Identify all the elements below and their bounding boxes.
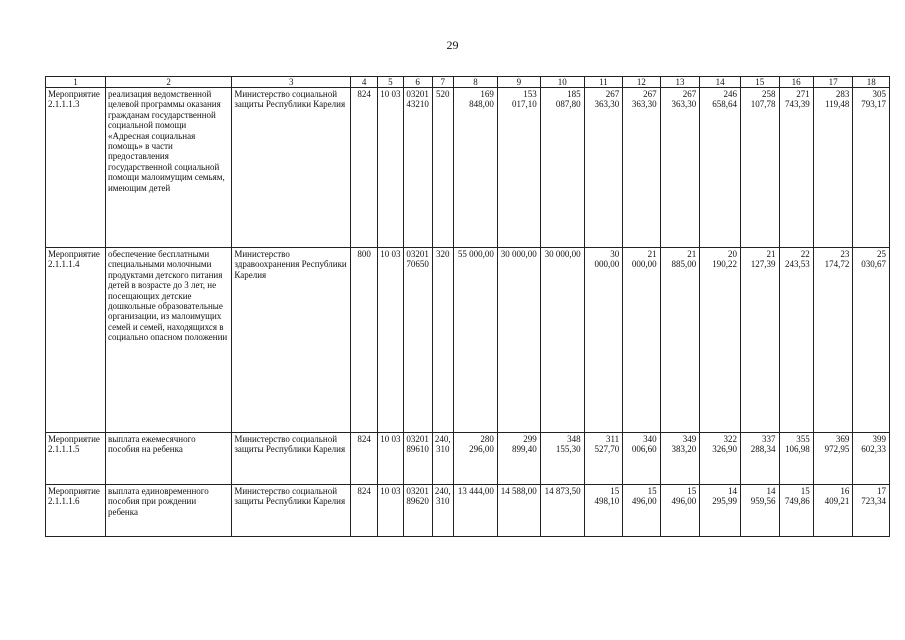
value-cell-year-5: 267 363,30 [623,88,660,248]
column-header-18: 18 [853,77,890,88]
value-cell-year-8: 21 127,39 [740,248,779,433]
csr-cell: 03201 43210 [403,88,432,248]
table-header [46,77,890,88]
ministry-cell: Министерство здравоохранения Республики Карелия [232,248,351,433]
column-header-11: 11 [584,77,623,88]
table-row [46,433,890,485]
value-cell-year-11: 305 793,17 [853,88,890,248]
value-cell-year-6: 349 383,20 [660,433,700,485]
value-cell-year-8: 14 959,56 [740,485,779,537]
value-cell-year-6: 267 363,30 [660,88,700,248]
value-cell-year-1: 13 444,00 [454,485,498,537]
value-cell-year-11: 25 030,67 [853,248,890,433]
column-header-16: 16 [779,77,813,88]
event-cell: Мероприятие 2.1.1.1.6 [46,485,106,537]
value-cell-year-5: 15 496,00 [623,485,660,537]
value-cell-year-7: 14 295,99 [700,485,741,537]
budget-table [45,76,890,537]
grbs-cell: 824 [351,433,378,485]
ministry-cell: Министерство социальной защиты Республики Карелия [232,88,351,248]
header-row [46,77,890,88]
value-cell-year-9: 355 106,98 [779,433,813,485]
event-cell: Мероприятие 2.1.1.1.5 [46,433,106,485]
table-row [46,248,890,433]
table-body [46,88,890,537]
value-cell-year-7: 20 190,22 [700,248,741,433]
column-header-6: 6 [403,77,432,88]
description-cell: обеспечение бесплатными специальными молочными продуктами детского питания детей в возрасте до 3 лет, не посещающих детские дошкольные образовательные организации, из малоимущих семей и семей, находящихся в социально опасном положении [105,248,231,433]
value-cell-year-6: 21 885,00 [660,248,700,433]
value-cell-year-10: 369 972,95 [813,433,853,485]
event-cell: Мероприятие 2.1.1.1.3 [46,88,106,248]
value-cell-year-6: 15 496,00 [660,485,700,537]
description-cell: реализация ведомственной целевой программы оказания гражданам государственной социальной помощи «Адресная социальная помощь» в части предоставления государственной социальной помощи малоимущим семьям, имеющим детей [105,88,231,248]
column-header-12: 12 [623,77,660,88]
value-cell-year-5: 21 000,00 [623,248,660,433]
rzpr-cell: 10 03 [377,88,403,248]
column-header-5: 5 [377,77,403,88]
value-cell-year-11: 17 723,34 [853,485,890,537]
vr-cell: 240, 310 [432,433,453,485]
value-cell-year-10: 283 119,48 [813,88,853,248]
value-cell-year-3: 14 873,50 [540,485,584,537]
ministry-cell: Министерство социальной защиты Республики Карелия [232,485,351,537]
column-header-17: 17 [813,77,853,88]
table-row [46,485,890,537]
value-cell-year-11: 399 602,33 [853,433,890,485]
value-cell-year-7: 246 658,64 [700,88,741,248]
description-cell: выплата ежемесячного пособия на ребенка [105,433,231,485]
column-header-1: 1 [46,77,106,88]
page-number: 29 [446,38,459,52]
value-cell-year-4: 15 498,10 [584,485,623,537]
column-header-10: 10 [540,77,584,88]
value-cell-year-3: 185 087,80 [540,88,584,248]
value-cell-year-4: 311 527,70 [584,433,623,485]
column-header-7: 7 [432,77,453,88]
column-header-3: 3 [232,77,351,88]
value-cell-year-2: 14 588,00 [497,485,540,537]
value-cell-year-1: 169 848,00 [454,88,498,248]
value-cell-year-9: 22 243,53 [779,248,813,433]
column-header-15: 15 [740,77,779,88]
csr-cell: 03201 70650 [403,248,432,433]
value-cell-year-2: 30 000,00 [497,248,540,433]
value-cell-year-1: 280 296,00 [454,433,498,485]
column-header-13: 13 [660,77,700,88]
vr-cell: 520 [432,88,453,248]
value-cell-year-4: 30 000,00 [584,248,623,433]
rzpr-cell: 10 03 [377,485,403,537]
csr-cell: 03201 89610 [403,433,432,485]
vr-cell: 320 [432,248,453,433]
rzpr-cell: 10 03 [377,248,403,433]
column-header-9: 9 [497,77,540,88]
value-cell-year-5: 340 006,60 [623,433,660,485]
value-cell-year-8: 258 107,78 [740,88,779,248]
event-cell: Мероприятие 2.1.1.1.4 [46,248,106,433]
grbs-cell: 824 [351,485,378,537]
value-cell-year-10: 23 174,72 [813,248,853,433]
column-header-2: 2 [105,77,231,88]
column-header-8: 8 [454,77,498,88]
description-cell: выплата единовременного пособия при рождении ребенка [105,485,231,537]
value-cell-year-8: 337 288,34 [740,433,779,485]
value-cell-year-9: 271 743,39 [779,88,813,248]
grbs-cell: 824 [351,88,378,248]
rzpr-cell: 10 03 [377,433,403,485]
column-header-14: 14 [700,77,741,88]
table-row [46,88,890,248]
value-cell-year-3: 30 000,00 [540,248,584,433]
csr-cell: 03201 89620 [403,485,432,537]
value-cell-year-2: 299 899,40 [497,433,540,485]
vr-cell: 240, 310 [432,485,453,537]
value-cell-year-9: 15 749,86 [779,485,813,537]
value-cell-year-2: 153 017,10 [497,88,540,248]
value-cell-year-7: 322 326,90 [700,433,741,485]
value-cell-year-1: 55 000,00 [454,248,498,433]
value-cell-year-4: 267 363,30 [584,88,623,248]
grbs-cell: 800 [351,248,378,433]
value-cell-year-10: 16 409,21 [813,485,853,537]
column-header-4: 4 [351,77,378,88]
ministry-cell: Министерство социальной защиты Республики Карелия [232,433,351,485]
value-cell-year-3: 348 155,30 [540,433,584,485]
